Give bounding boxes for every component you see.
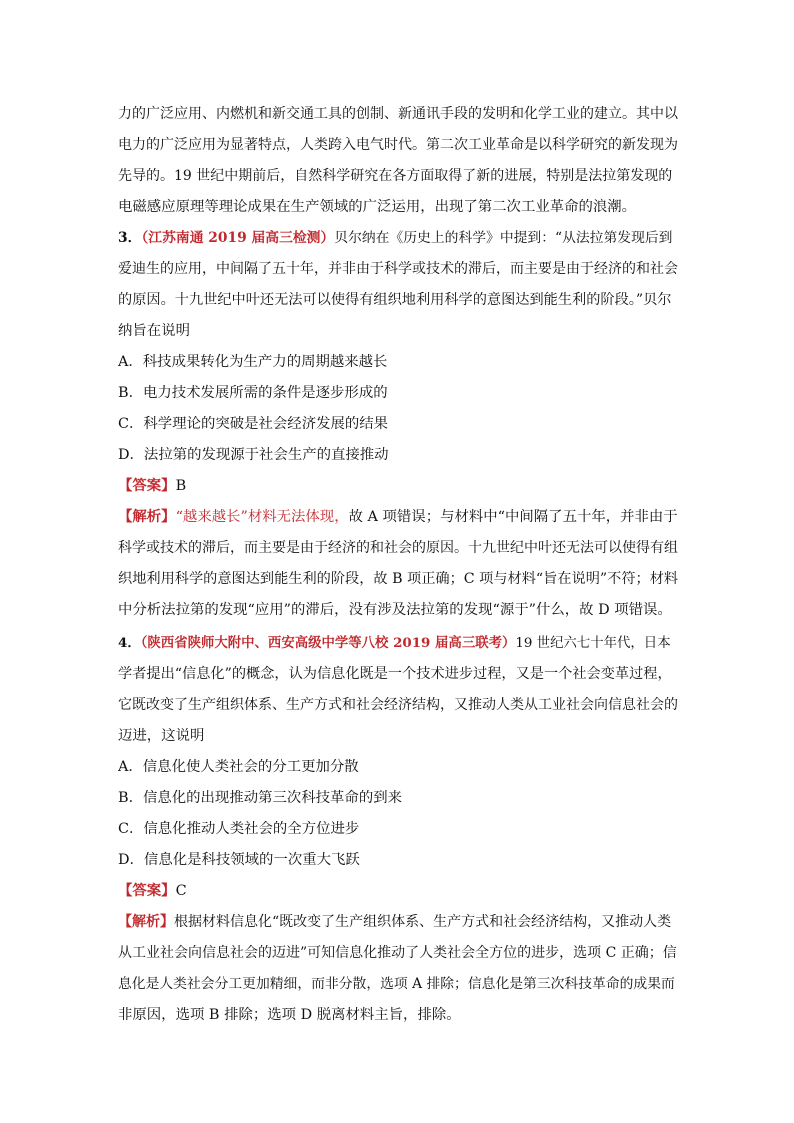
question-3-stem-text: 贝尔纳在《历史上的科学》中提到：“从法拉第发现后到 xyxy=(334,230,673,246)
intro-line-3: 先导的。19 世纪中期前后，自然科学研究在各方面取得了新的进展，特别是法拉第发现的 xyxy=(118,168,673,184)
question-3-option-d: D．法拉第的发现源于社会生产的直接推动 xyxy=(118,447,389,463)
intro-line-2: 电力的广泛应用为显著特点，人类跨入电气时代。第二次工业革命是以科学研究的新发现为 xyxy=(118,137,678,153)
intro-line-4: 电磁感应原理等理论成果在生产领域的广泛运用，出现了第二次工业革命的浪潮。 xyxy=(118,199,637,215)
question-3-stem-line: 爱迪生的应用，中间隔了五十年，并非由于科学或技术的滞后，而主要是由于经济的和社会 xyxy=(118,261,678,277)
question-4-analysis-line: 息化是人类社会分工更加精细，而非分散，选项 A 排除；信息化是第三次科技革命的成果而 xyxy=(118,976,675,992)
question-3-stem-first xyxy=(118,228,678,248)
question-3-option-a: A．科技成果转化为生产力的周期越来越长 xyxy=(118,354,388,370)
answer-value: B xyxy=(175,478,187,494)
question-4-stem-first xyxy=(118,633,678,654)
question-4-stem-line: 它既改变了生产组织体系、生产方式和社会经济结构，又推动人类从工业社会向信息社会的 xyxy=(118,697,678,713)
question-4-analysis-line: 非原因，选项 B 排除；选项 D 脱离材料主旨，排除。 xyxy=(118,1007,461,1023)
answer-label: 【答案】 xyxy=(118,882,176,899)
question-3-option-c: C．科学理论的突破是社会经济发展的结果 xyxy=(118,416,389,432)
question-4-analysis-line: 从工业社会向信息社会的迈进”可知信息化推动了人类社会全方位的进步，选项 C 正确；信 xyxy=(118,945,677,961)
question-4-stem-line: 迈进，这说明 xyxy=(118,728,205,744)
intro-line-1: 力的广泛应用、内燃机和新交通工具的创制、新通讯手段的发明和化学工业的建立。其中以 xyxy=(118,106,678,122)
question-4-source: （陕西省陕师大附中、西安高级中学等八校 2019 届高三联考） xyxy=(140,635,516,651)
question-3-stem-line: 纳旨在说明 xyxy=(118,323,190,339)
answer-label: 【答案】 xyxy=(118,477,176,494)
question-4-answer xyxy=(118,881,678,901)
question-3-analysis-line: 织地利用科学的意图达到能生利的阶段，故 B 项正确；C 项与材料“旨在说明”不符；材料 xyxy=(118,571,679,587)
question-4-stem-line: 学者提出“信息化”的概念，认为信息化既是一个技术进步过程，又是一个社会变革过程， xyxy=(118,666,672,682)
question-4-option-d: D．信息化是科技领域的一次重大飞跃 xyxy=(118,852,360,868)
question-4-option-c: C．信息化推动人类社会的全方位进步 xyxy=(118,821,360,837)
question-3-option-b: B．电力技术发展所需的条件是逐步形成的 xyxy=(118,385,388,401)
question-4-analysis-first xyxy=(118,912,678,932)
question-4-stem-text: 19 世纪六七十年代，日本 xyxy=(515,636,671,651)
analysis-label: 【解析】 xyxy=(118,508,176,525)
analysis-label: 【解析】 xyxy=(118,914,174,930)
question-3-analysis-first xyxy=(118,507,678,527)
question-3-source: （江苏南通 2019 届高三检测） xyxy=(141,230,335,246)
question-3-answer xyxy=(118,476,678,496)
question-3-analysis-line: 中分析法拉第的发现“应用”的滞后，没有涉及法拉第的发现“源于”什么，故 D 项错误。 xyxy=(118,602,672,618)
analysis-highlight: “越来越长”材料无法体现， xyxy=(175,509,349,525)
question-3-analysis-line: 科学或技术的滞后，而主要是由于经济的和社会的原因。十九世纪中叶还无法可以使得有组 xyxy=(118,540,678,556)
analysis-text: 故 A 项错误；与材料中“中间隔了五十年，并非由于 xyxy=(348,509,678,525)
question-4-option-b: B．信息化的出现推动第三次科技革命的到来 xyxy=(118,790,402,806)
question-3-stem-line: 的原因。十九世纪中叶还无法可以使得有组织地利用科学的意图达到能生利的阶段。”贝尔 xyxy=(118,292,672,308)
question-3-number: 3． xyxy=(118,230,142,246)
question-4-option-a: A．信息化使人类社会的分工更加分散 xyxy=(118,759,359,775)
question-4-number: 4． xyxy=(118,635,141,651)
analysis-text: 根据材料信息化“既改变了生产组织体系、生产方式和社会经济结构，又推动人类 xyxy=(174,914,672,930)
answer-value: C xyxy=(175,883,187,899)
